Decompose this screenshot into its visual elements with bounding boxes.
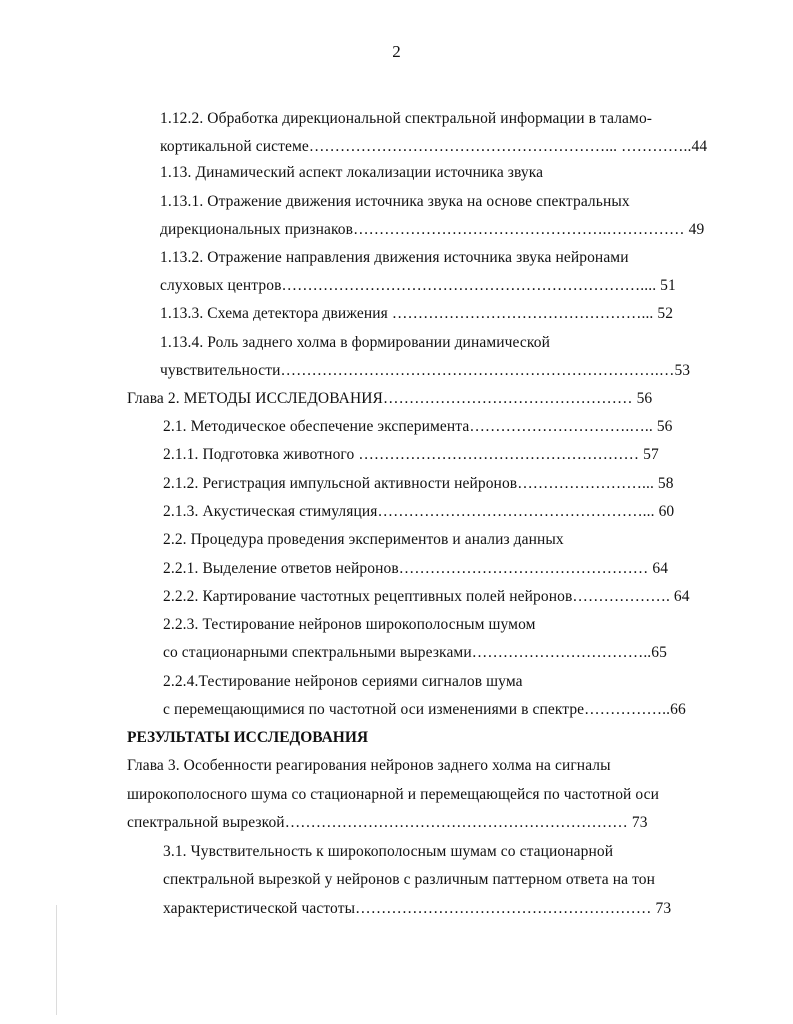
section-heading-results: РЕЗУЛЬТАТЫ ИССЛЕДОВАНИЯ: [127, 729, 369, 746]
page-number: 2: [392, 42, 401, 61]
toc-line: спектральной вырезкой у нейронов с различным паттерном ответа на тон: [163, 871, 656, 888]
toc-line: чувствительности……………………………………………………………….…53: [160, 362, 691, 379]
toc-chapter-line: широкополосного шума со стационарной и перемещающейся по частотной оси: [127, 786, 660, 803]
toc-line: 1.13.3. Схема детектора движения …………………………………………... 52: [160, 305, 674, 322]
toc-line: 2.2.4.Тестирование нейронов сериями сигналов шума: [163, 673, 523, 690]
toc-line: 1.13.4. Роль заднего холма в формировании динамической: [160, 334, 550, 351]
toc-line: 3.1. Чувствительность к широкополосным шумам со стационарной: [163, 843, 614, 860]
toc-line: 2.1. Методическое обеспечение эксперимента………………………….….. 56: [163, 418, 673, 435]
toc-line: 2.1.3. Акустическая стимуляция……………………………………………... 60: [163, 503, 675, 520]
toc-chapter-line: Глава 2. МЕТОДЫ ИССЛЕДОВАНИЯ………………………………………… 56: [127, 390, 653, 407]
toc-line: кортикальной системе…………………………………………………... …………..44: [160, 138, 708, 155]
toc-line: 1.13.1. Отражение движения источника звука на основе спектральных: [160, 193, 630, 210]
toc-line: дирекциональных признаков………………………………………….…………… 49: [160, 221, 705, 238]
toc-chapter-line: Глава 3. Особенности реагирования нейронов заднего холма на сигналы: [127, 757, 611, 774]
toc-line: 2.1.1. Подготовка животного ……………………………………………… 57: [163, 446, 659, 463]
toc-line: 1.13. Динамический аспект локализации источника звука: [160, 164, 544, 181]
toc-line: 1.13.2. Отражение направления движения источника звука нейронами: [160, 249, 629, 266]
toc-line: 2.2.3. Тестирование нейронов широкополосным шумом: [163, 616, 536, 633]
scan-margin-mark: [56, 905, 57, 1015]
toc-line: характеристической частоты………………………………………………… 73: [163, 900, 672, 917]
toc-line: слуховых центров…………………………………………………………….... 51: [160, 277, 676, 294]
toc-line: 2.2.2. Картирование частотных рецептивных полей нейронов………………. 64: [163, 588, 690, 605]
toc-line: с перемещающимися по частотной оси изменениями в спектре……………..66: [163, 701, 686, 718]
toc-line: 1.12.2. Обработка дирекциональной спектральной информации в таламо-: [160, 110, 653, 127]
toc-chapter-line: спектральной вырезкой………………………………………………………… 73: [127, 814, 648, 831]
toc-line: со стационарными спектральными вырезками……………………………..65: [163, 644, 667, 661]
toc-line: 2.2.1. Выделение ответов нейронов………………………………………… 64: [163, 560, 669, 577]
toc-line: 2.2. Процедура проведения экспериментов и анализ данных: [163, 531, 564, 548]
toc-line: 2.1.2. Регистрация импульсной активности нейронов……………………... 58: [163, 475, 674, 492]
